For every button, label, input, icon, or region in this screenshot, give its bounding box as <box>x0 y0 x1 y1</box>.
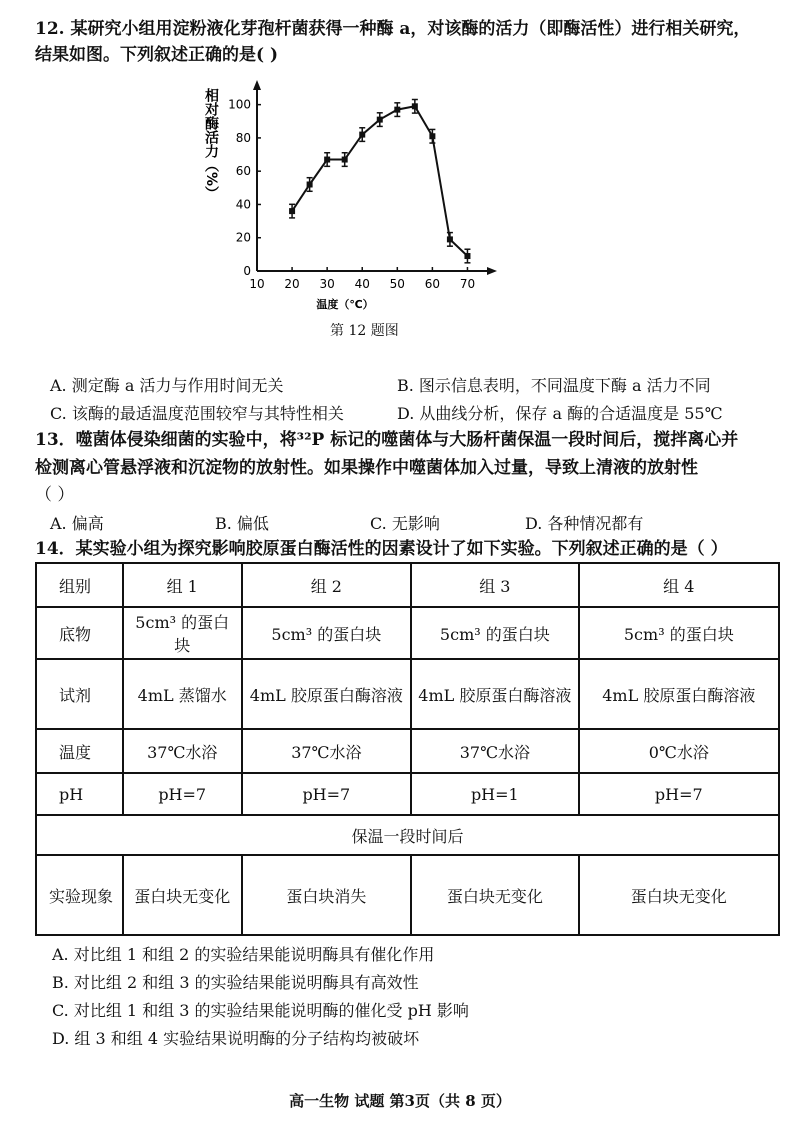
data-point <box>342 157 348 163</box>
table-cell: pH=1 <box>411 773 579 815</box>
q13-stem-line2: 检测离心管悬浮液和沉淀物的放射性。如果操作中噬菌体加入过量，导致上清液的放射性 <box>35 458 698 478</box>
chart-axes <box>253 80 497 275</box>
x-tick-label: 30 <box>319 277 335 291</box>
y-tick-label: 60 <box>235 164 251 179</box>
table-row-result <box>36 855 779 935</box>
table-row-incubate <box>36 815 779 855</box>
chart-series <box>289 100 470 263</box>
q13-option-c: C. 无影响 <box>370 514 440 533</box>
q14-option-c: C. 对比组 1 和组 3 的实验结果能说明酶的催化受 pH 影响 <box>52 1001 469 1020</box>
enzyme-activity-chart <box>195 80 515 320</box>
data-point <box>324 157 330 163</box>
table-row-substrate <box>36 607 779 659</box>
table-cell: pH=7 <box>242 773 412 815</box>
table-cell: 组 1 <box>123 563 242 607</box>
y-tick-label: 20 <box>235 230 251 245</box>
table-cell: 5cm³ 的蛋白块 <box>242 607 412 659</box>
table-cell: 4mL 胶原蛋白酶溶液 <box>411 659 579 729</box>
chart-x-axis-label: 温度（℃） <box>316 298 374 311</box>
chart-y-axis-label: 相对酶活力（%） <box>203 88 219 201</box>
table-cell: pH <box>36 773 123 815</box>
table-row-header <box>36 563 779 607</box>
table-cell: 温度 <box>36 729 123 773</box>
series-line <box>292 106 467 256</box>
chart-ticks <box>228 98 475 291</box>
table-cell: 37℃水浴 <box>242 729 412 773</box>
y-tick-label: 40 <box>235 197 251 212</box>
table-cell: 0℃水浴 <box>579 729 779 773</box>
q12-option-c: C. 该酶的最适温度范围较窄与其特性相关 <box>50 404 344 423</box>
table-cell: 蛋白块消失 <box>242 855 412 935</box>
table-cell: 蛋白块无变化 <box>579 855 779 935</box>
data-point <box>359 132 365 138</box>
q13-stem-line1: 13．噬菌体侵染细菌的实验中，将³²P 标记的噬菌体与大肠杆菌保温一段时间后，搅拌离心并 <box>35 430 739 450</box>
data-point <box>447 236 453 242</box>
table-cell: pH=7 <box>123 773 242 815</box>
table-cell: 底物 <box>36 607 123 659</box>
q12-option-d: D. 从曲线分析，保存 a 酶的合适温度是 55℃ <box>397 404 723 423</box>
x-tick-label: 50 <box>389 277 405 291</box>
data-point <box>464 253 470 259</box>
y-tick-label: 0 <box>243 264 251 278</box>
table-cell: 4mL 胶原蛋白酶溶液 <box>579 659 779 729</box>
table-cell: 实验现象 <box>36 855 123 935</box>
data-point <box>412 103 418 109</box>
q12-figure-caption: 第 12 题图 <box>330 323 399 339</box>
table-cell: 5cm³ 的蛋白块 <box>123 607 242 659</box>
q12-option-a: A. 测定酶 a 活力与作用时间无关 <box>50 376 284 395</box>
q14-stem: 14．某实验小组为探究影响胶原蛋白酶活性的因素设计了如下实验。下列叙述正确的是（ ） <box>35 539 728 559</box>
x-tick-label: 60 <box>424 277 441 291</box>
table-cell: 37℃水浴 <box>123 729 242 773</box>
table-cell: 蛋白块无变化 <box>411 855 579 935</box>
table-cell: 4mL 蒸馏水 <box>123 659 242 729</box>
q14-option-b: B. 对比组 2 和组 3 的实验结果能说明酶具有高效性 <box>52 973 419 992</box>
y-tick-label: 80 <box>235 130 251 145</box>
table-cell: 保温一段时间后 <box>36 815 779 855</box>
q13-option-d: D. 各种情况都有 <box>525 514 644 533</box>
table-cell: 37℃水浴 <box>411 729 579 773</box>
y-axis-arrow <box>253 80 261 90</box>
table-cell: 4mL 胶原蛋白酶溶液 <box>242 659 412 729</box>
table-cell: pH=7 <box>579 773 779 815</box>
table-cell: 5cm³ 的蛋白块 <box>411 607 579 659</box>
table-cell: 组 2 <box>242 563 412 607</box>
table-row-reagent <box>36 659 779 729</box>
q14-option-d: D. 组 3 和组 4 实验结果说明酶的分子结构均被破坏 <box>52 1029 420 1048</box>
table-cell: 蛋白块无变化 <box>123 855 242 935</box>
y-tick-label: 100 <box>228 97 251 112</box>
table-cell: 组 4 <box>579 563 779 607</box>
table-cell: 5cm³ 的蛋白块 <box>579 607 779 659</box>
x-axis-arrow <box>487 267 497 275</box>
data-point <box>429 133 435 139</box>
x-tick-label: 40 <box>354 277 370 291</box>
x-tick-label: 70 <box>459 277 476 291</box>
q13-option-b: B. 偏低 <box>215 514 269 533</box>
table-row-ph <box>36 773 779 815</box>
q14-experiment-table <box>35 562 780 936</box>
table-row-temperature <box>36 729 779 773</box>
data-point <box>377 117 383 123</box>
data-point <box>394 107 400 113</box>
q12-stem-line2: 结果如图。下列叙述正确的是( ) <box>35 45 279 65</box>
q12-option-b: B. 图示信息表明，不同温度下酶 a 活力不同 <box>397 376 711 395</box>
page-footer: 高一生物 试题 第3页（共 8 页） <box>289 1092 511 1110</box>
table-cell: 组别 <box>36 563 123 607</box>
x-tick-label: 20 <box>284 277 300 291</box>
table-cell: 组 3 <box>411 563 579 607</box>
q13-stem-line3: （ ） <box>35 485 75 505</box>
x-tick-label: 10 <box>249 277 265 291</box>
data-point <box>289 208 295 214</box>
q13-option-a: A. 偏高 <box>50 514 104 533</box>
q14-option-a: A. 对比组 1 和组 2 的实验结果能说明酶具有催化作用 <box>52 945 435 964</box>
q12-stem-line1: 12. 某研究小组用淀粉液化芽孢杆菌获得一种酶 a，对该酶的活力（即酶活性）进行相关研究， <box>35 19 751 39</box>
data-point <box>307 181 313 187</box>
table-cell: 试剂 <box>36 659 123 729</box>
